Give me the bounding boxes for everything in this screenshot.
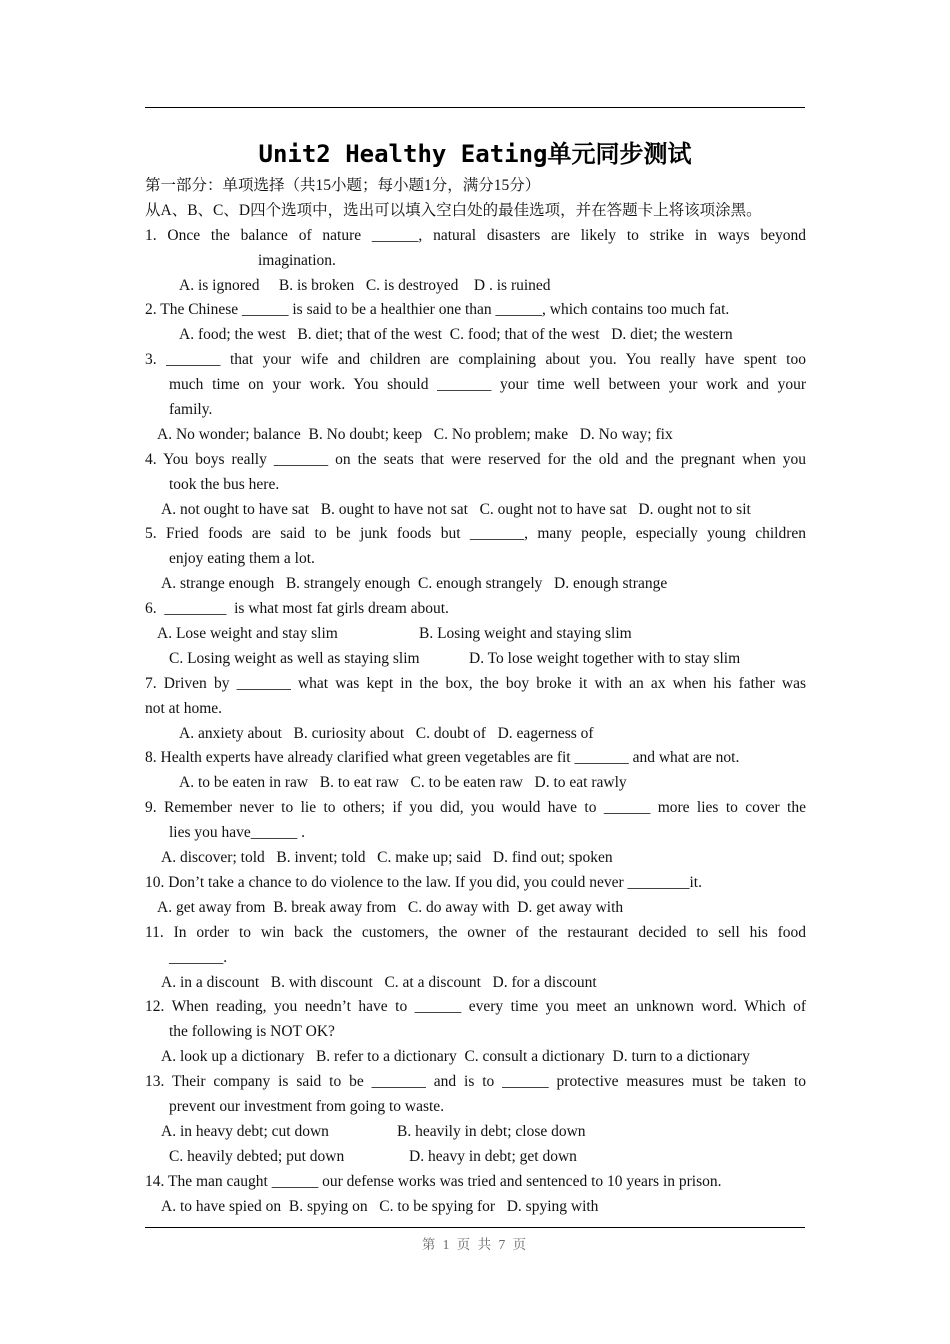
answer-options: A. food; the west B. diet; that of the west C. food; that of the west D. diet; the western: [179, 326, 733, 344]
section-heading: 第一部分：单项选择（共15小题；每小题1分，满分15分）: [145, 177, 541, 194]
question-text: 3. _______ that your wife and children are complaining about you. You really have spent too: [145, 351, 806, 369]
answer-options-row: [145, 647, 806, 672]
question-text: 12. When reading, you needn’t have to ______ every time you meet an unknown word. Which of: [145, 998, 806, 1016]
answer-options: A. not ought to have sat B. ought to have not sat C. ought not to have sat D. ought not to sit: [161, 500, 751, 518]
answer-options: A. No wonder; balance B. No doubt; keep C. No problem; make D. No way; fix: [157, 425, 673, 443]
question-text: 10. Don’t take a chance to do violence to the law. If you did, you could never ________it.: [145, 873, 702, 891]
question-text: 1. Once the balance of nature ______, natural disasters are likely to strike in ways beyond: [145, 226, 806, 244]
question-text: lies you have______ .: [169, 824, 306, 842]
header-rule: [145, 107, 805, 108]
answer-options: A. in a discount B. with discount C. at a discount D. for a discount: [161, 973, 597, 991]
question-text: 7. Driven by _______ what was kept in the box, the boy broke it with an ax when his father was: [145, 674, 806, 692]
page-number: 第 1 页 共 7 页: [421, 1237, 529, 1252]
answer-options-row: [145, 622, 806, 647]
question-text: 13. Their company is said to be _______ and is to ______ protective measures must be taken to: [145, 1073, 806, 1091]
answer-options: A. to be eaten in raw B. to eat raw C. to be eaten raw D. to eat rawly: [179, 774, 627, 792]
question-text: 4. You boys really _______ on the seats that were reserved for the old and the pregnant when you: [145, 450, 806, 468]
question-text: not at home.: [145, 699, 223, 717]
footer-rule: [145, 1227, 805, 1228]
question-text: 2. The Chinese ______ is said to be a healthier one than ______, which contains too much fat.: [145, 301, 730, 319]
answer-option: C. Losing weight as well as staying slim: [169, 649, 420, 667]
page-title: Unit2 Healthy Eating单元同步测试: [258, 140, 692, 168]
question-text: 9. Remember never to lie to others; if you did, you would have to ______ more lies to cover the: [145, 799, 806, 817]
answer-options-row: [145, 1120, 806, 1145]
question-text: 8. Health experts have already clarified what green vegetables are fit _______ and what are not.: [145, 749, 740, 767]
question-text: 11. In order to win back the customers, the owner of the restaurant decided to sell his food: [145, 923, 806, 941]
question-text: _______.: [169, 948, 228, 966]
section-instruction: 从A、B、C、D四个选项中，选出可以填入空白处的最佳选项，并在答题卡上将该项涂黑。: [145, 201, 762, 219]
question-text: imagination.: [258, 251, 336, 269]
question-text: the following is NOT OK?: [169, 1023, 335, 1041]
answer-option: D. heavy in debt; get down: [409, 1147, 577, 1165]
answer-options: A. get away from B. break away from C. do away with D. get away with: [157, 898, 624, 916]
question-text: 14. The man caught ______ our defense works was tried and sentenced to 10 years in prison.: [145, 1172, 722, 1190]
answer-option: B. Losing weight and staying slim: [419, 625, 632, 643]
answer-option: A. in heavy debt; cut down: [161, 1122, 329, 1140]
answer-option: A. Lose weight and stay slim: [157, 625, 338, 643]
answer-options-row: [145, 1145, 806, 1170]
answer-options: A. discover; told B. invent; told C. make up; said D. find out; spoken: [161, 849, 613, 867]
question-text: 5. Fried foods are said to be junk foods but _______, many people, especially young children: [145, 525, 806, 543]
document-body: [145, 174, 806, 1219]
question-text: 6. ________ is what most fat girls dream about.: [145, 600, 449, 618]
answer-options: A. is ignored B. is broken C. is destroyed D . is ruined: [179, 276, 551, 294]
answer-options: A. to have spied on B. spying on C. to be spying for D. spying with: [161, 1197, 599, 1215]
answer-options: A. look up a dictionary B. refer to a dictionary C. consult a dictionary D. turn to a dictionary: [161, 1048, 750, 1066]
question-text: family.: [169, 401, 213, 419]
answer-option: B. heavily in debt; close down: [397, 1122, 586, 1140]
question-text: enjoy eating them a lot.: [169, 550, 315, 568]
question-text: prevent our investment from going to waste.: [169, 1097, 445, 1115]
answer-option: D. To lose weight together with to stay slim: [469, 649, 741, 667]
answer-options: A. anxiety about B. curiosity about C. doubt of D. eagerness of: [179, 724, 594, 742]
question-text: took the bus here.: [169, 475, 280, 493]
answer-option: C. heavily debted; put down: [169, 1147, 345, 1165]
answer-options: A. strange enough B. strangely enough C. enough strangely D. enough strange: [161, 575, 668, 593]
question-text: much time on your work. You should _______ your time well between your work and your: [169, 376, 806, 394]
